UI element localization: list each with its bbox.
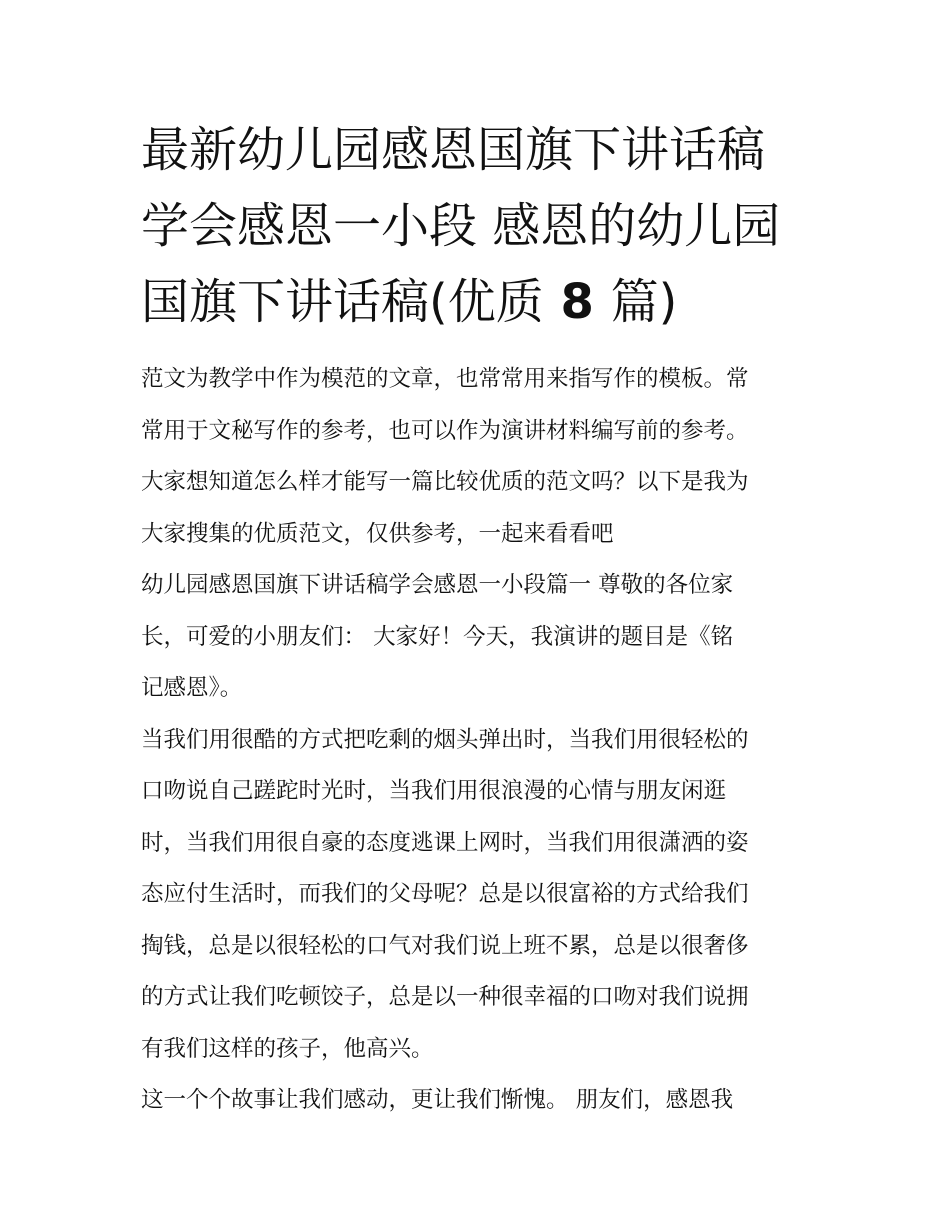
paragraph-intro (141, 354, 816, 560)
paragraph-line: 口吻说自己蹉跎时光时，当我们用很浪漫的心情与朋友闲逛 (141, 778, 727, 804)
paragraph-line: 常用于文秘写作的参考，也可以作为演讲材料编写前的参考。 (141, 417, 749, 444)
paragraph-line: 的方式让我们吃顿饺子，总是以一种很幸福的口吻对我们说拥 (141, 984, 749, 1010)
document-page (141, 112, 816, 1127)
paragraph-line: 幼儿园感恩国旗下讲话稿学会感恩一小段篇一 尊敬的各位家 (141, 572, 734, 598)
paragraph-line: 时，当我们用很自豪的态度逃课上网时，当我们用很潇洒的姿 (141, 829, 749, 856)
paragraph-line: 掏钱，总是以很轻松的口气对我们说上班不累，总是以很奢侈 (141, 932, 749, 959)
paragraph-line: 这一个个故事让我们感动，更让我们惭愧。 朋友们，感恩我 (141, 1087, 734, 1113)
paragraph-line: 当我们用很酷的方式把吃剩的烟头弹出时，当我们用很轻松的 (141, 726, 749, 753)
paragraph-line: 有我们这样的孩子，他高兴。 (141, 1035, 434, 1062)
paragraph-line: 大家想知道怎么样才能写一篇比较优质的范文吗？以下是我为 (141, 469, 749, 495)
title-line-3 (141, 264, 816, 340)
title-line-2: 学会感恩一小段 感恩的幼儿园 (141, 198, 781, 254)
paragraph-section-one (141, 560, 816, 715)
title-line-3-text-a: 国旗下讲话稿(优质 (141, 274, 544, 330)
title-line-3-number: 8 (543, 274, 611, 330)
paragraph-line: 大家搜集的优质范文，仅供参考，一起来看看吧 (141, 520, 614, 547)
paragraph-line: 记感恩》。 (141, 675, 243, 701)
paragraph-line: 长，可爱的小朋友们： 大家好！今天，我演讲的题目是《铭 (141, 623, 734, 650)
paragraph-line: 态应付生活时，而我们的父母呢？总是以很富裕的方式给我们 (141, 881, 749, 907)
paragraph-line: 范文为教学中作为模范的文章，也常常用来指写作的模板。常 (141, 366, 749, 392)
document-title (141, 112, 816, 340)
paragraph-closing (141, 1075, 816, 1127)
title-line-3-text-b: 篇) (610, 274, 678, 330)
title-line-1: 最新幼儿园感恩国旗下讲话稿 (141, 122, 766, 178)
document-body (141, 354, 816, 1127)
paragraph-parents (141, 715, 816, 1076)
